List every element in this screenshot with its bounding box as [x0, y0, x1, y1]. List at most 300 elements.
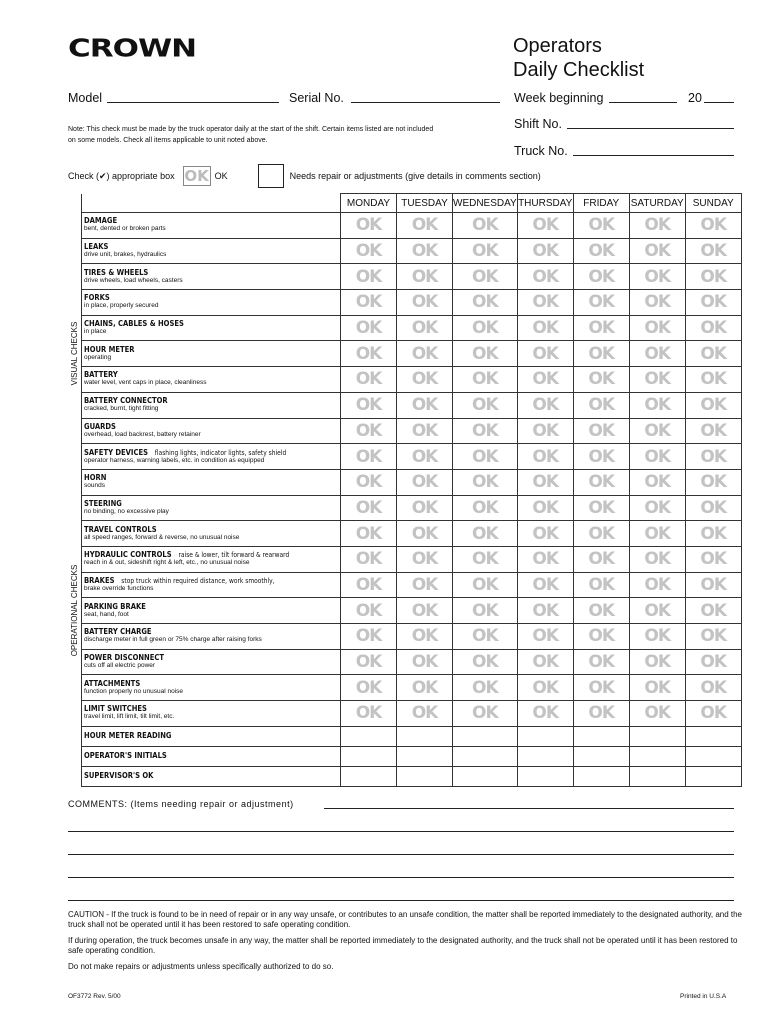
ok-checkbox-friday[interactable]: OK	[573, 341, 629, 367]
item-inline-desc: raise & lower, tilt forward & rearward	[178, 551, 290, 560]
ok-checkbox-sunday[interactable]: OK	[685, 367, 741, 393]
item-name	[84, 654, 302, 662]
check-row	[68, 238, 741, 264]
ok-checkbox-thursday[interactable]: OK	[517, 213, 573, 239]
ok-checkbox-tuesday[interactable]: OK	[397, 392, 453, 418]
footer-side	[68, 726, 82, 786]
ok-checkbox-thursday[interactable]: OK	[517, 341, 573, 367]
ok-checkbox-sunday[interactable]: OK	[685, 341, 741, 367]
ok-checkbox-friday[interactable]: OK	[573, 598, 629, 624]
item-name	[84, 449, 302, 457]
ok-checkbox-thursday[interactable]: OK	[517, 264, 573, 290]
check-row	[68, 418, 741, 444]
item-description: water level, vent caps in place, cleanliness	[84, 379, 207, 387]
ok-checkbox-sunday[interactable]: OK	[685, 238, 741, 264]
item-name-text: LIMIT SWITCHES	[84, 704, 147, 714]
ok-checkbox-sunday[interactable]: OK	[685, 572, 741, 598]
ok-checkbox-saturday[interactable]: OK	[629, 264, 685, 290]
item-name-text: GUARDS	[84, 421, 116, 431]
ok-checkbox-tuesday[interactable]: OK	[397, 418, 453, 444]
ok-checkbox-friday[interactable]: OK	[573, 649, 629, 675]
ok-checkbox-monday[interactable]: OK	[341, 495, 397, 521]
ok-checkbox-monday[interactable]: OK	[341, 315, 397, 341]
check-row	[68, 572, 741, 598]
ok-checkbox-monday[interactable]: OK	[341, 213, 397, 239]
ok-checkbox-saturday[interactable]: OK	[629, 649, 685, 675]
ok-checkbox-monday[interactable]: OK	[341, 367, 397, 393]
check-item	[82, 521, 341, 547]
ok-checkbox-wednesday[interactable]: OK	[453, 701, 518, 727]
check-row	[68, 701, 741, 727]
footer-entry-thursday[interactable]	[517, 746, 573, 766]
header-item-spacer	[82, 194, 341, 213]
footer-row-text: HOUR METER READING	[84, 731, 172, 741]
ok-checkbox-wednesday[interactable]: OK	[453, 495, 518, 521]
item-description: seat, hand, foot	[84, 610, 129, 618]
ok-checkbox-sunday[interactable]: OK	[685, 701, 741, 727]
footer-entry-saturday[interactable]	[629, 726, 685, 746]
ok-checkbox-wednesday[interactable]: OK	[453, 290, 518, 316]
ok-checkbox-friday[interactable]: OK	[573, 213, 629, 239]
footer-entry-sunday[interactable]	[685, 746, 741, 766]
ok-checkbox-tuesday[interactable]: OK	[397, 290, 453, 316]
ok-checkbox-tuesday[interactable]: OK	[397, 469, 453, 495]
ok-checkbox-saturday[interactable]: OK	[629, 444, 685, 470]
day-header-monday: MONDAY	[341, 194, 397, 213]
check-row	[68, 675, 741, 701]
footer-entry-wednesday[interactable]	[453, 726, 518, 746]
footer-row-text: OPERATOR'S INITIALS	[84, 751, 167, 761]
ok-checkbox-friday[interactable]: OK	[573, 367, 629, 393]
item-name	[84, 294, 302, 302]
item-name-text: ATTACHMENTS	[84, 678, 141, 688]
ok-checkbox-sunday[interactable]: OK	[685, 624, 741, 650]
item-name	[84, 474, 302, 482]
ok-checkbox-friday[interactable]: OK	[573, 392, 629, 418]
title-line-1: Operators	[513, 35, 602, 57]
item-name	[84, 705, 302, 713]
instructions-note: Note: This check must be made by the truck operator daily at the start of the shift. Certain items listed are not included on some models. Check all items applicable to unit noted above.	[68, 126, 434, 144]
item-description: function properly no unusual noise	[84, 687, 184, 695]
ok-checkbox-friday[interactable]: OK	[573, 546, 629, 572]
shift-label: Shift No.	[514, 117, 562, 131]
check-item	[82, 444, 341, 470]
item-name	[84, 551, 302, 559]
day-header-saturday: SATURDAY	[629, 194, 685, 213]
footer-entry-saturday[interactable]	[629, 746, 685, 766]
footer-entry-monday[interactable]	[341, 766, 397, 786]
ok-checkbox-sunday[interactable]: OK	[685, 213, 741, 239]
operational-checks-section	[68, 495, 82, 726]
ok-checkbox-thursday[interactable]: OK	[517, 367, 573, 393]
ok-checkbox-tuesday[interactable]: OK	[397, 675, 453, 701]
ok-checkbox-saturday[interactable]: OK	[629, 290, 685, 316]
ok-checkbox-saturday[interactable]: OK	[629, 392, 685, 418]
check-item	[82, 290, 341, 316]
footer-entry-thursday[interactable]	[517, 726, 573, 746]
check-row	[68, 341, 741, 367]
ok-checkbox-wednesday[interactable]: OK	[453, 315, 518, 341]
ok-checkbox-friday[interactable]: OK	[573, 469, 629, 495]
ok-checkbox-sunday[interactable]: OK	[685, 444, 741, 470]
ok-checkbox-wednesday[interactable]: OK	[453, 392, 518, 418]
item-name-text: POWER DISCONNECT	[84, 653, 165, 663]
ok-checkbox-thursday[interactable]: OK	[517, 392, 573, 418]
footer-row	[68, 746, 741, 766]
footer-row	[68, 726, 741, 746]
ok-checkbox-monday[interactable]: OK	[341, 521, 397, 547]
check-label: Check (✔) appropriate box	[68, 170, 175, 181]
legend	[68, 164, 541, 188]
serial-field[interactable]	[351, 102, 500, 103]
ok-checkbox-thursday[interactable]: OK	[517, 598, 573, 624]
ok-checkbox-monday[interactable]: OK	[341, 675, 397, 701]
ok-checkbox-thursday[interactable]: OK	[517, 290, 573, 316]
item-name	[84, 577, 302, 585]
item-name-text: HOUR METER	[84, 344, 135, 354]
item-description: travel limit, lift limit, tilt limit, etc.	[84, 713, 175, 721]
ok-checkbox-saturday[interactable]: OK	[629, 418, 685, 444]
ok-checkbox-saturday[interactable]: OK	[629, 572, 685, 598]
item-description: operating	[84, 353, 112, 361]
footer-entry-tuesday[interactable]	[397, 746, 453, 766]
ok-checkbox-wednesday[interactable]: OK	[453, 444, 518, 470]
item-description: cracked, burnt, tight fitting	[84, 405, 159, 413]
ok-checkbox-wednesday[interactable]: OK	[453, 418, 518, 444]
comments-line-4[interactable]	[68, 877, 734, 878]
caution-paragraph-2: If during operation, the truck becomes unsafe in any way, the matter shall be reported immediately to the designated authority, and the truck shall not be operated until it has been restored to safe operating condition.	[68, 936, 738, 955]
ok-checkbox-sunday[interactable]: OK	[685, 290, 741, 316]
ok-checkbox-friday[interactable]: OK	[573, 418, 629, 444]
footer-row-label	[82, 766, 341, 786]
ok-checkbox-monday[interactable]: OK	[341, 649, 397, 675]
year-label: 20	[688, 91, 702, 105]
item-name-text: BATTERY	[84, 370, 118, 380]
footer-row	[68, 766, 741, 786]
ok-checkbox-tuesday[interactable]: OK	[397, 521, 453, 547]
caution-paragraph-3: Do not make repairs or adjustments unless specifically authorized to do so.	[68, 962, 334, 971]
ok-checkbox-sunday[interactable]: OK	[685, 392, 741, 418]
item-name	[84, 680, 302, 688]
year-field[interactable]	[704, 102, 734, 103]
ok-checkbox-wednesday[interactable]: OK	[453, 649, 518, 675]
check-row	[68, 444, 741, 470]
ok-sample-box: OK	[184, 167, 209, 185]
ok-checkbox-wednesday[interactable]: OK	[453, 213, 518, 239]
ok-checkbox-saturday[interactable]: OK	[629, 495, 685, 521]
item-name-text: BATTERY CONNECTOR	[84, 396, 168, 406]
item-name	[84, 526, 302, 534]
item-inline-desc: flashing lights, indicator lights, safety shield	[154, 448, 287, 457]
ok-checkbox-wednesday[interactable]: OK	[453, 598, 518, 624]
ok-checkbox-sunday[interactable]: OK	[685, 495, 741, 521]
item-description: operator harness, warning labels, etc. in condition as equipped	[84, 456, 265, 464]
ok-checkbox-monday[interactable]: OK	[341, 546, 397, 572]
ok-checkbox-thursday[interactable]: OK	[517, 495, 573, 521]
check-item	[82, 701, 341, 727]
comments-line-2[interactable]	[68, 831, 734, 832]
check-row	[68, 469, 741, 495]
ok-checkbox-friday[interactable]: OK	[573, 701, 629, 727]
ok-checkbox-thursday[interactable]: OK	[517, 624, 573, 650]
ok-checkbox-wednesday[interactable]: OK	[453, 367, 518, 393]
ok-checkbox-thursday[interactable]: OK	[517, 572, 573, 598]
model-field[interactable]	[107, 102, 279, 103]
item-description: in place	[84, 328, 107, 336]
check-item	[82, 418, 341, 444]
ok-checkbox-monday[interactable]: OK	[341, 264, 397, 290]
ok-checkbox-sunday[interactable]: OK	[685, 649, 741, 675]
ok-checkbox-wednesday[interactable]: OK	[453, 469, 518, 495]
ok-checkbox-saturday[interactable]: OK	[629, 341, 685, 367]
ok-checkbox-tuesday[interactable]: OK	[397, 341, 453, 367]
ok-checkbox-tuesday[interactable]: OK	[397, 572, 453, 598]
ok-checkbox-saturday[interactable]: OK	[629, 469, 685, 495]
item-name	[84, 217, 302, 225]
comments-line-1[interactable]	[324, 808, 734, 809]
shift-field[interactable]	[567, 128, 734, 129]
truck-label: Truck No.	[514, 144, 568, 158]
check-row	[68, 521, 741, 547]
footer-entry-friday[interactable]	[573, 726, 629, 746]
item-name-text: PARKING BRAKE	[84, 601, 146, 611]
item-description: sounds	[84, 482, 105, 490]
ok-checkbox-sunday[interactable]: OK	[685, 264, 741, 290]
footer-entry-sunday[interactable]	[685, 726, 741, 746]
ok-checkbox-saturday[interactable]: OK	[629, 238, 685, 264]
checklist-table	[68, 193, 742, 787]
truck-field[interactable]	[573, 155, 734, 156]
item-description: no binding, no excessive play	[84, 507, 169, 515]
model-label: Model	[68, 91, 103, 105]
check-item	[82, 649, 341, 675]
comments-label: COMMENTS: (Items needing repair or adjustment)	[68, 799, 294, 809]
week-label: Week beginning	[514, 91, 604, 105]
ok-checkbox-friday[interactable]: OK	[573, 521, 629, 547]
ok-checkbox-wednesday[interactable]: OK	[453, 624, 518, 650]
comments-line-3[interactable]	[68, 854, 734, 855]
ok-checkbox-saturday[interactable]: OK	[629, 598, 685, 624]
ok-checkbox-friday[interactable]: OK	[573, 315, 629, 341]
ok-checkbox-tuesday[interactable]: OK	[397, 315, 453, 341]
week-field[interactable]	[609, 102, 677, 103]
ok-checkbox-friday[interactable]: OK	[573, 264, 629, 290]
serial-label: Serial No.	[289, 91, 344, 105]
ok-checkbox-thursday[interactable]: OK	[517, 315, 573, 341]
ok-checkbox-wednesday[interactable]: OK	[453, 546, 518, 572]
item-name	[84, 269, 302, 277]
check-row	[68, 367, 741, 393]
repair-label: Needs repair or adjustments (give details in comments section)	[289, 171, 541, 181]
ok-checkbox-wednesday[interactable]: OK	[453, 238, 518, 264]
item-description: discharge meter in full green or 75% charge after raising forks	[84, 636, 262, 644]
check-row	[68, 315, 741, 341]
header-spacer	[68, 194, 82, 213]
item-name	[84, 603, 302, 611]
check-row	[68, 495, 741, 521]
footer-row-label	[82, 726, 341, 746]
footer-entry-tuesday[interactable]	[397, 766, 453, 786]
ok-checkbox-monday[interactable]: OK	[341, 238, 397, 264]
ok-checkbox-friday[interactable]: OK	[573, 572, 629, 598]
ok-checkbox-friday[interactable]: OK	[573, 624, 629, 650]
ok-checkbox-saturday[interactable]: OK	[629, 367, 685, 393]
ok-checkbox-tuesday[interactable]: OK	[397, 264, 453, 290]
ok-checkbox-friday[interactable]: OK	[573, 444, 629, 470]
item-name-text: BATTERY CHARGE	[84, 627, 152, 637]
footer-entry-monday[interactable]	[341, 726, 397, 746]
ok-checkbox-tuesday[interactable]: OK	[397, 701, 453, 727]
check-item	[82, 367, 341, 393]
ok-checkbox-thursday[interactable]: OK	[517, 469, 573, 495]
ok-checkbox-thursday[interactable]: OK	[517, 238, 573, 264]
ok-checkbox-saturday[interactable]: OK	[629, 546, 685, 572]
visual-checks-label: VISUAL CHECKS	[70, 321, 79, 386]
ok-checkbox-tuesday[interactable]: OK	[397, 624, 453, 650]
check-row	[68, 290, 741, 316]
footer-entry-saturday[interactable]	[629, 766, 685, 786]
operational-checks-label: OPERATIONAL CHECKS	[70, 564, 79, 656]
ok-checkbox-saturday[interactable]: OK	[629, 624, 685, 650]
check-row	[68, 264, 741, 290]
page-title	[513, 34, 644, 82]
ok-checkbox-sunday[interactable]: OK	[685, 598, 741, 624]
ok-checkbox-thursday[interactable]: OK	[517, 546, 573, 572]
footer-entry-tuesday[interactable]	[397, 726, 453, 746]
day-header-thursday: THURSDAY	[517, 194, 573, 213]
ok-checkbox-thursday[interactable]: OK	[517, 701, 573, 727]
ok-checkbox-tuesday[interactable]: OK	[397, 495, 453, 521]
ok-checkbox-monday[interactable]: OK	[341, 444, 397, 470]
footer-entry-sunday[interactable]	[685, 766, 741, 786]
crown-logo: CROWN	[68, 34, 197, 63]
check-item	[82, 315, 341, 341]
item-name-text: TRAVEL CONTROLS	[84, 524, 157, 534]
item-name-text: LEAKS	[84, 242, 109, 252]
day-header-tuesday: TUESDAY	[397, 194, 453, 213]
ok-checkbox-monday[interactable]: OK	[341, 624, 397, 650]
item-name-text: HYDRAULIC CONTROLS	[84, 550, 172, 560]
item-description: bent, dented or broken parts	[84, 225, 166, 233]
ok-checkbox-wednesday[interactable]: OK	[453, 572, 518, 598]
day-header-sunday: SUNDAY	[685, 194, 741, 213]
ok-checkbox-wednesday[interactable]: OK	[453, 521, 518, 547]
day-header-row	[68, 194, 741, 213]
item-name	[84, 371, 302, 379]
ok-checkbox-thursday[interactable]: OK	[517, 521, 573, 547]
ok-checkbox-monday[interactable]: OK	[341, 469, 397, 495]
check-item	[82, 546, 341, 572]
ok-checkbox-sunday[interactable]: OK	[685, 315, 741, 341]
footer-entry-wednesday[interactable]	[453, 766, 518, 786]
ok-checkbox-tuesday[interactable]: OK	[397, 598, 453, 624]
item-name-text: SAFETY DEVICES	[84, 447, 149, 457]
ok-checkbox-tuesday[interactable]: OK	[397, 546, 453, 572]
item-name	[84, 320, 302, 328]
item-inline-desc: stop truck within required distance, work smoothly,	[121, 576, 275, 585]
ok-checkbox-thursday[interactable]: OK	[517, 675, 573, 701]
check-item	[82, 624, 341, 650]
check-row	[68, 546, 741, 572]
ok-checkbox-saturday[interactable]: OK	[629, 701, 685, 727]
ok-checkbox-sunday[interactable]: OK	[685, 418, 741, 444]
ok-checkbox-friday[interactable]: OK	[573, 290, 629, 316]
ok-checkbox-tuesday[interactable]: OK	[397, 213, 453, 239]
footer-row-text: SUPERVISOR'S OK	[84, 771, 154, 781]
ok-checkbox-monday[interactable]: OK	[341, 572, 397, 598]
ok-checkbox-tuesday[interactable]: OK	[397, 238, 453, 264]
check-item	[82, 392, 341, 418]
ok-checkbox-saturday[interactable]: OK	[629, 521, 685, 547]
ok-label: OK	[214, 171, 228, 181]
check-row	[68, 624, 741, 650]
ok-checkbox-friday[interactable]: OK	[573, 238, 629, 264]
comments-line-5[interactable]	[68, 900, 734, 901]
ok-checkbox-friday[interactable]: OK	[573, 495, 629, 521]
check-item	[82, 264, 341, 290]
ok-checkbox-saturday[interactable]: OK	[629, 315, 685, 341]
ok-checkbox-sunday[interactable]: OK	[685, 675, 741, 701]
footer-entry-thursday[interactable]	[517, 766, 573, 786]
ok-checkbox-sunday[interactable]: OK	[685, 546, 741, 572]
form-number: OF3772 Rev. 5/00	[68, 993, 121, 1000]
item-name	[84, 500, 302, 508]
footer-entry-monday[interactable]	[341, 746, 397, 766]
ok-checkbox-sunday[interactable]: OK	[685, 469, 741, 495]
check-item	[82, 675, 341, 701]
ok-checkbox-monday[interactable]: OK	[341, 418, 397, 444]
ok-checkbox-thursday[interactable]: OK	[517, 649, 573, 675]
item-name	[84, 628, 302, 636]
ok-checkbox-wednesday[interactable]: OK	[453, 264, 518, 290]
ok-checkbox-monday[interactable]: OK	[341, 598, 397, 624]
ok-checkbox-wednesday[interactable]: OK	[453, 675, 518, 701]
item-description: in place, properly secured	[84, 302, 159, 310]
ok-checkbox-monday[interactable]: OK	[341, 290, 397, 316]
footer-entry-wednesday[interactable]	[453, 746, 518, 766]
day-header-wednesday: WEDNESDAY	[453, 194, 518, 213]
ok-checkbox-wednesday[interactable]: OK	[453, 341, 518, 367]
ok-checkbox-monday[interactable]: OK	[341, 701, 397, 727]
ok-checkbox-thursday[interactable]: OK	[517, 418, 573, 444]
ok-checkbox-tuesday[interactable]: OK	[397, 367, 453, 393]
check-row	[68, 392, 741, 418]
check-item	[82, 213, 341, 239]
item-description: reach in & out, sideshift right & left, etc., no unusual noise	[84, 559, 250, 567]
item-name	[84, 243, 302, 251]
ok-checkbox-monday[interactable]: OK	[341, 392, 397, 418]
ok-checkbox-sunday[interactable]: OK	[685, 521, 741, 547]
repair-sample-box	[258, 164, 284, 188]
caution-text	[68, 910, 744, 978]
ok-checkbox-tuesday[interactable]: OK	[397, 444, 453, 470]
caution-paragraph-1: CAUTION - If the truck is found to be in need of repair or in any way unsafe, or contributes to an unsafe condition, the matter shall be reported immediately to the designated authority, and the truck shall not be operated until it has been restored to safe operating condition.	[68, 910, 743, 929]
footer-entry-friday[interactable]	[573, 766, 629, 786]
ok-checkbox-saturday[interactable]: OK	[629, 213, 685, 239]
item-description: drive wheels, load wheels, casters	[84, 276, 183, 284]
check-item	[82, 469, 341, 495]
check-row	[68, 213, 741, 239]
item-name-text: HORN	[84, 473, 107, 483]
ok-checkbox-tuesday[interactable]: OK	[397, 649, 453, 675]
ok-checkbox-monday[interactable]: OK	[341, 341, 397, 367]
ok-checkbox-thursday[interactable]: OK	[517, 444, 573, 470]
ok-checkbox-friday[interactable]: OK	[573, 675, 629, 701]
footer-entry-friday[interactable]	[573, 746, 629, 766]
item-description: overhead, load backrest, battery retainer	[84, 430, 201, 438]
check-row	[68, 649, 741, 675]
ok-checkbox-saturday[interactable]: OK	[629, 675, 685, 701]
